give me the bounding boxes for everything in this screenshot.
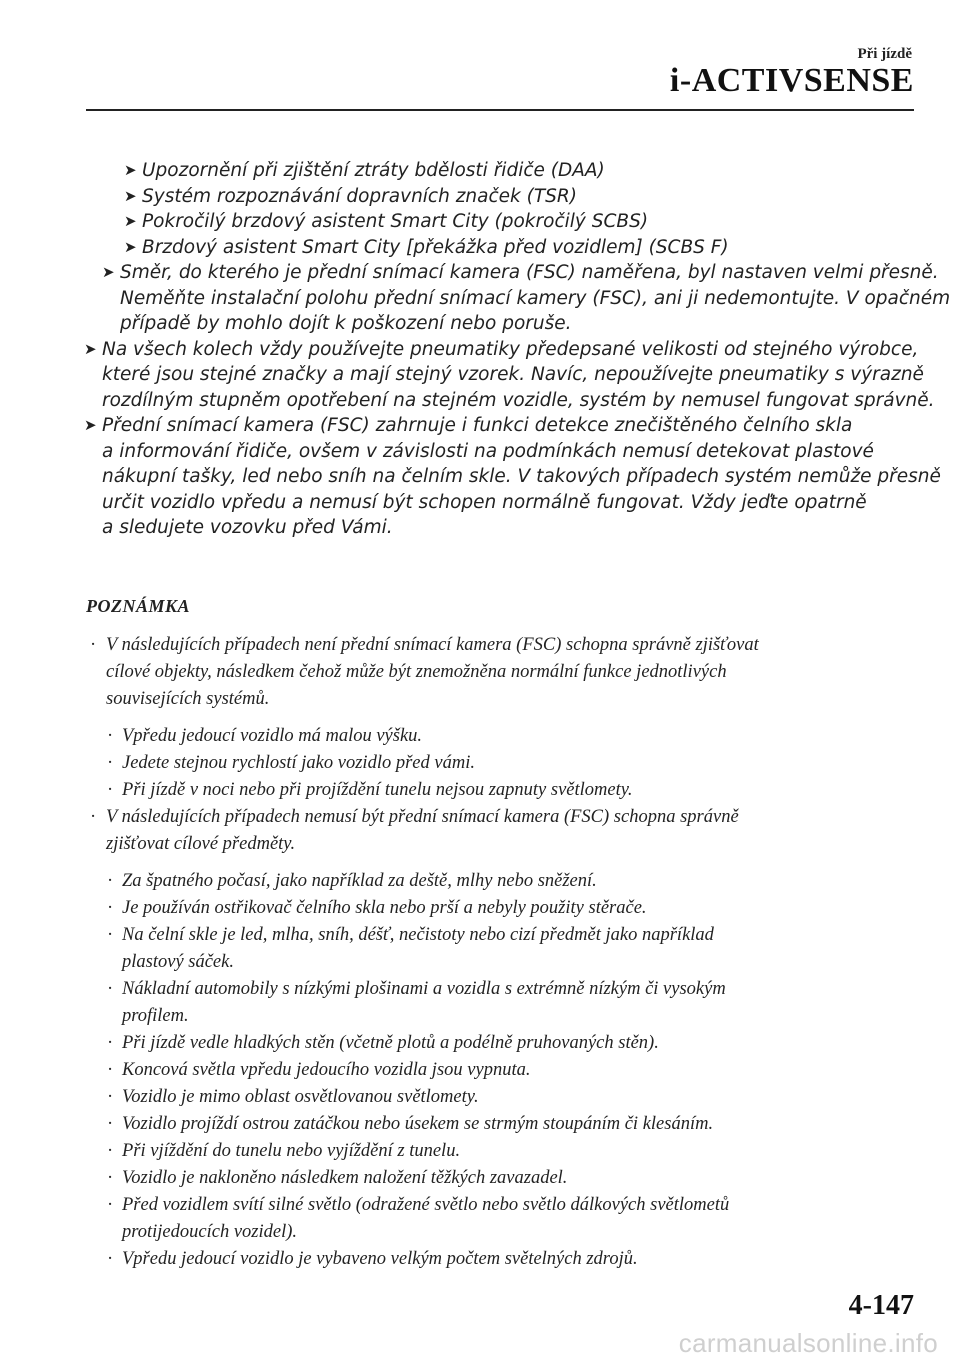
bullet-dot-icon: · (107, 1060, 114, 1080)
text-line: plastový sáček. (122, 952, 234, 972)
text-line: V následujících případech není přední snímací kamera (FSC) schopna správně zjišťovat (106, 635, 759, 655)
text-line: a sledujete vozovku před Vámi. (102, 517, 393, 538)
section-subtitle: Při jízdě (857, 46, 912, 62)
bullet-dot-icon: · (107, 871, 114, 891)
text-line: V následujících případech nemusí být přední snímací kamera (FSC) schopna správně (106, 807, 739, 827)
note-list (0, 632, 960, 1273)
arrow-bullet-icon: ➤ (102, 263, 115, 281)
text-line: určit vozidlo vpředu a nemusí být schopen normálně fungovat. Vždy jeďte opatrně (102, 491, 867, 513)
bullet-dot-icon: · (107, 925, 114, 945)
arrow-bullet-icon: ➤ (84, 416, 97, 434)
bullet-dot-icon: · (107, 898, 114, 918)
text-line: Nákladní automobily s nízkými plošinami a vozidla s extrémně nízkým či vysokým (122, 979, 726, 999)
arrow-bullet-icon: ➤ (124, 237, 137, 256)
text-line: Na všech kolech vždy používejte pneumatiky předepsané velikosti od stejného výrobce, (102, 338, 919, 360)
bullet-dot-icon: · (90, 635, 97, 655)
text-line: Při jízdě v noci nebo při projíždění tunelu nejsou zapnuty světlomety. (122, 780, 633, 800)
arrow-bullet-icon: ➤ (84, 339, 97, 358)
text-line: Neměňte instalační polohu přední snímací kamery (FSC), ani ji nedemontujte. V opačném (120, 287, 951, 309)
text-line: rozdílným stupněm opotřebení na stejném vozidle, systém by nemusel fungovat správně. (102, 389, 935, 411)
bullet-dot-icon: · (107, 979, 114, 999)
arrow-bullet-icon: ➤ (124, 161, 137, 179)
text-line: profilem. (122, 1006, 189, 1026)
section-title: i-ACTIVSENSE (669, 62, 914, 99)
header-divider (86, 109, 914, 111)
arrow-bullet-icon: ➤ (124, 186, 137, 205)
text-line: Vpředu jedoucí vozidlo má malou výšku. (122, 726, 423, 746)
note-item (0, 804, 960, 858)
bullet-dot-icon: · (90, 807, 97, 827)
note-item (0, 750, 960, 777)
text-line: Vozidlo projíždí ostrou zatáčkou nebo úsekem se strmým stoupáním či klesáním. (122, 1114, 714, 1134)
text-line: souvisejících systémů. (106, 689, 270, 709)
note-item (0, 1192, 960, 1246)
text-line: Koncová světla vpředu jedoucího vozidla jsou vypnuta. (122, 1060, 531, 1080)
text-line: Směr, do kterého je přední snímací kamera (FSC) naměřena, byl nastaven velmi přesně. (120, 262, 939, 283)
note-item (0, 1138, 960, 1165)
text-line: Vpředu jedoucí vozidlo je vybaveno velkým počtem světelných zdrojů. (122, 1249, 638, 1269)
text-line: Systém rozpoznávání dopravních značek (TSR) (142, 185, 577, 207)
text-line: Při jízdě vedle hladkých stěn (včetně plotů a podélně pruhovaných stěn). (122, 1033, 659, 1053)
note-item (0, 1165, 960, 1192)
text-line: nákupní tašky, led nebo sníh na čelním skle. V takových případech systém nemůže přesně (102, 466, 941, 487)
text-line: Při vjíždění do tunelu nebo vyjíždění z tunelu. (122, 1141, 461, 1161)
page-number: 4-147 (848, 1290, 914, 1321)
note-item (0, 1084, 960, 1111)
warning-item (0, 209, 960, 235)
note-item (0, 1111, 960, 1138)
note-item (0, 1057, 960, 1084)
note-item (0, 632, 960, 713)
text-line: které jsou stejné značky a mají stejný vzorek. Navíc, nepoužívejte pneumatiky s výrazně (102, 364, 924, 385)
text-line: Přední snímací kamera (FSC) zahrnuje i funkci detekce znečištěného čelního skla (102, 415, 853, 436)
bullet-dot-icon: · (107, 1114, 114, 1134)
bullet-dot-icon: · (107, 753, 114, 773)
note-item (0, 895, 960, 922)
bullet-dot-icon: · (107, 780, 114, 800)
text-line: Za špatného počasí, jako například za deště, mlhy nebo sněžení. (122, 871, 597, 891)
bullet-dot-icon: · (107, 1249, 114, 1269)
text-line: Před vozidlem svítí silné světlo (odražené světlo nebo světlo dálkových světlometů (122, 1195, 730, 1215)
note-label: POZNÁMKA (86, 596, 191, 616)
spacer (0, 713, 960, 723)
text-line: případě by mohlo dojít k poškození nebo poruše. (120, 313, 572, 334)
text-line: Brzdový asistent Smart City [překážka před vozidlem] (SCBS F) (142, 236, 729, 258)
text-line: Pokročilý brzdový asistent Smart City (pokročilý SCBS) (142, 211, 649, 232)
bullet-dot-icon: · (107, 1195, 114, 1215)
warning-item (0, 337, 960, 414)
bullet-dot-icon: · (107, 1168, 114, 1188)
note-item (0, 868, 960, 895)
arrow-bullet-icon: ➤ (124, 212, 137, 230)
warning-item (0, 235, 960, 261)
note-item (0, 723, 960, 750)
note-item (0, 976, 960, 1030)
note-item (0, 922, 960, 976)
text-line: Vozidlo je mimo oblast osvětlovanou světlomety. (122, 1087, 479, 1107)
text-line: cílové objekty, následkem čehož může být znemožněna normální funkce jednotlivých (106, 662, 727, 682)
text-line: Jedete stejnou rychlostí jako vozidlo před vámi. (122, 753, 475, 773)
warning-list (0, 158, 960, 541)
bullet-dot-icon: · (107, 726, 114, 746)
watermark-link[interactable]: carmanualsonline.info (678, 1328, 938, 1358)
bullet-dot-icon: · (107, 1141, 114, 1161)
text-line: Je používán ostřikovač čelního skla nebo prší a nebyly použity stěrače. (122, 898, 647, 918)
note-item (0, 1030, 960, 1057)
bullet-dot-icon: · (107, 1033, 114, 1053)
text-line: Upozornění při zjištění ztráty bdělosti řidiče (DAA) (142, 160, 605, 181)
warning-item (0, 413, 960, 541)
text-line: Vozidlo je nakloněno následkem naložení těžkých zavazadel. (122, 1168, 568, 1188)
text-line: protijedoucích vozidel). (122, 1222, 298, 1242)
spacer (0, 858, 960, 868)
warning-item (0, 158, 960, 184)
note-item (0, 1246, 960, 1273)
bullet-dot-icon: · (107, 1087, 114, 1107)
text-line: zjišťovat cílové předměty. (106, 834, 296, 854)
warning-item (0, 260, 960, 337)
text-line: a informování řidiče, ovšem v závislosti na podmínkách nemusí detekovat plastové (102, 440, 874, 462)
note-item (0, 777, 960, 804)
warning-item (0, 184, 960, 210)
text-line: Na čelní skle je led, mlha, sníh, déšť, nečistoty nebo cizí předmět jako například (122, 925, 714, 945)
